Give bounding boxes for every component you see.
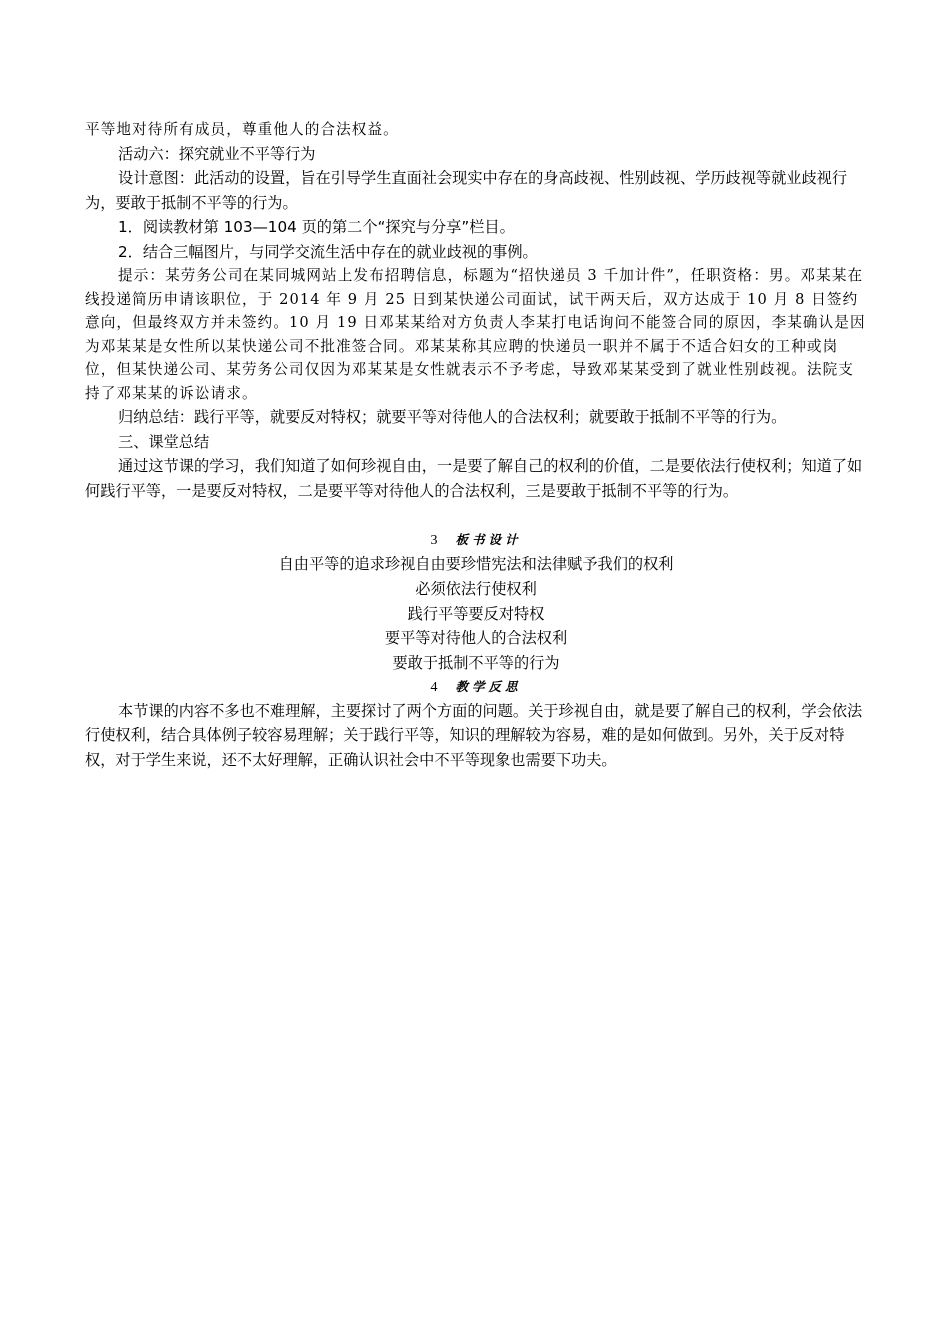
- board-line: 要平等对待他人的合法权利: [384, 629, 568, 648]
- board-line: 践行平等要反对特权: [407, 604, 545, 623]
- board-line: 要敢于抵制不平等的行为: [392, 654, 560, 673]
- board-design-title: 板书设计: [455, 532, 522, 547]
- continuation-text: 平等地对待所有成员，尊重他人的合法权益。: [85, 121, 399, 138]
- summary-paragraph: 归纳总结：践行平等，就要反对特权；就要平等对待他人的合法权利；就要敢于抵制不平等的行为。: [118, 408, 787, 426]
- board-line: 自由平等的追求珍视自由要珍惜宪法和法律赋予我们的权利: [278, 555, 674, 573]
- board-design-content: [85, 552, 867, 676]
- reflection-heading: [85, 676, 867, 699]
- activity-six-title: 活动六：探究就业不平等行为: [118, 144, 316, 163]
- document-page: [85, 118, 867, 772]
- reflection-title: 教学反思: [455, 678, 522, 694]
- board-design-heading: [85, 529, 867, 552]
- step-two: 2．结合三幅图片，与同学交流生活中存在的就业歧视的事例。: [118, 242, 538, 261]
- reflection-number: 4: [430, 679, 438, 695]
- class-summary-heading: 三、课堂总结: [118, 432, 210, 451]
- design-intent-paragraph: 设计意图：此活动的设置，旨在引导学生直面社会现实中存在的身高歧视、性别歧视、学历歧视等就业歧视行为，要敢于抵制不平等的行为。: [85, 169, 847, 212]
- step-one: 1．阅读教材第 103—104 页的第二个“探究与分享”栏目。: [118, 218, 515, 236]
- board-line: 必须依法行使权利: [415, 579, 537, 598]
- reflection-body: 本节课的内容不多也不难理解，主要探讨了两个方面的问题。关于珍视自由，就是要了解自己的权利，学会依法行使权利，结合具体例子较容易理解；关于践行平等，知识的理解较为容易，难的是如何做到。另外，关于反对特权，对于学生来说，还不太好理解，正确认识社会中不平等现象也需要下功夫。: [85, 701, 863, 769]
- hint-paragraph: 提示：某劳务公司在某同城网站上发布招聘信息，标题为“招快递员 3 千加计件”，任职资格：男。邓某某在线投递简历申请该职位，于 2014 年 9 月 25 日到某快递公司面试，试干两天后，双方达成于 10 月 8 日签约意向，但最终双方并未签约。10 月 19 日邓某某给对方负责人李某打电话询问不能签合同的原因，李某确认是因为邓某某是女性所以某快递公司不批准签合同。邓某某称其应聘的快递员一职并不属于不适合妇女的工种或岗位，但某快递公司、某劳务公司仅因为邓某某是女性就表示不予考虑，导致邓某某受到了就业性别歧视。法院支持了邓某某的诉讼请求。: [85, 267, 866, 402]
- class-summary-body: 通过这节课的学习，我们知道了如何珍视自由，一是要了解自己的权利的价值，二是要依法行使权利；知道了如何践行平等，一是要反对特权，二是要平等对待他人的合法权利，三是要敢于抵制不平等的行为。: [85, 457, 863, 500]
- board-design-number: 3: [430, 533, 438, 548]
